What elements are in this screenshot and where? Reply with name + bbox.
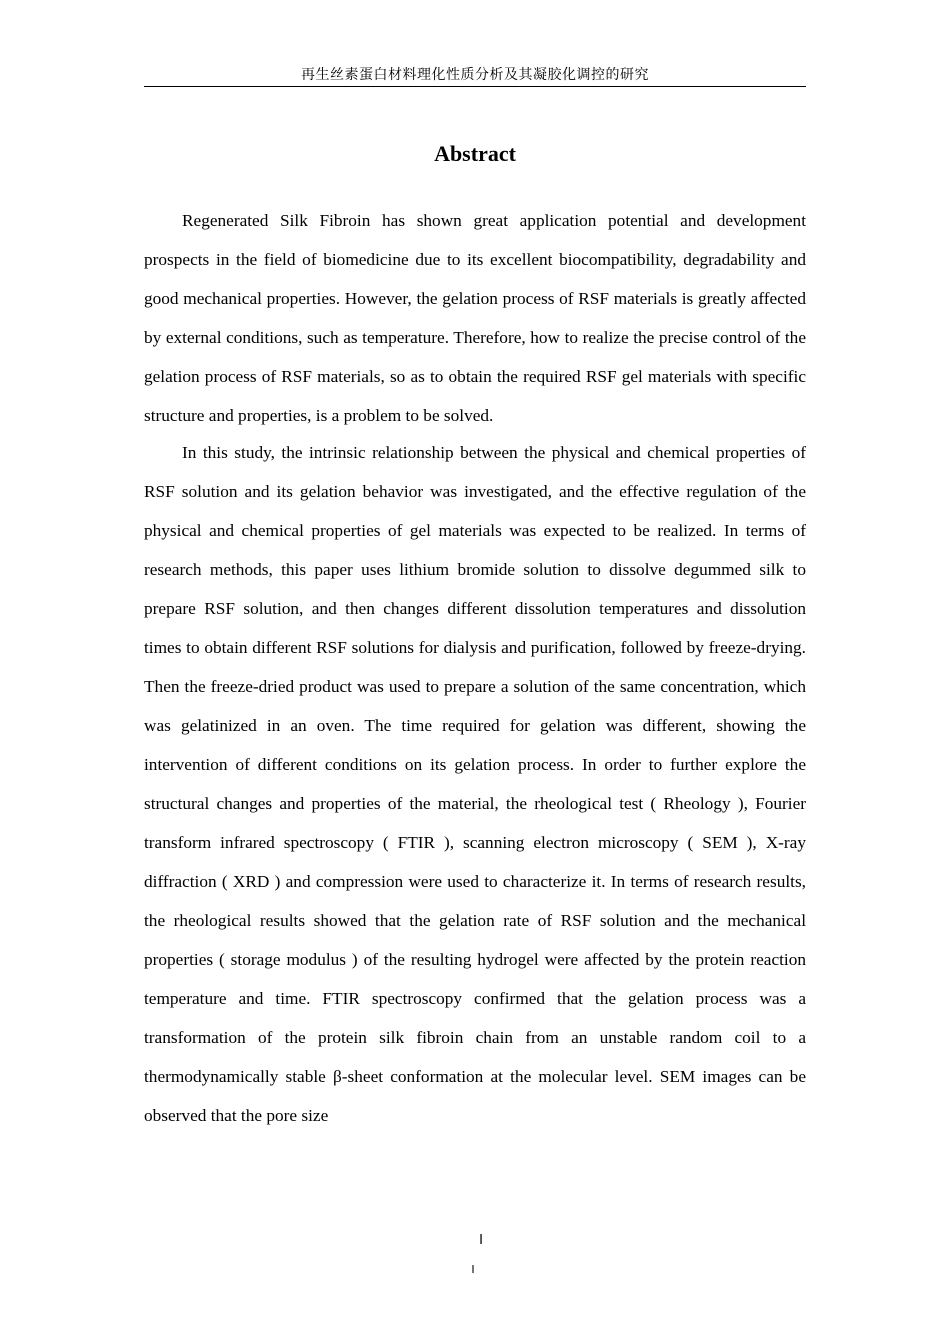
abstract-paragraph-1: Regenerated Silk Fibroin has shown great application potential and development prospects in the field of biomedicine due to its excellent biocompatibility, degradability and good mechanical properties. However, the gelation process of RSF materials is greatly affected by external conditions, such as temperature. Therefore, how to realize the precise control of the gelation process of RSF materials, so as to obtain the required RSF gel materials with specific structure and properties, is a problem to be solved. (144, 211, 806, 425)
header-rule (144, 86, 806, 87)
footer-mark: I (471, 1263, 475, 1276)
running-header: 再生丝素蛋白材料理化性质分析及其凝胶化调控的研究 (301, 68, 649, 83)
abstract-body (144, 201, 806, 1135)
abstract-title: Abstract (434, 141, 516, 166)
page-number: I (479, 1233, 483, 1248)
abstract-paragraph-2: In this study, the intrinsic relationship between the physical and chemical properties of RSF solution and its gelation behavior was investigated, and the effective regulation of the physical and chemical properties of gel materials was expected to be realized. In terms of research methods, this paper uses lithium bromide solution to dissolve degummed silk to prepare RSF solution, and then changes different dissolution temperatures and dissolution times to obtain different RSF solutions for dialysis and purification, followed by freeze-drying. Then the freeze-dried product was used to prepare a solution of the same concentration, which was gelatinized in an oven. The time required for gelation was different, showing the intervention of different conditions on its gelation process. In order to further explore the structural changes and properties of the material, the rheological test ( Rheology ), Fourier transform infrared spectroscopy ( FTIR ), scanning electron microscopy ( SEM ), X-ray diffraction ( XRD ) and compression were used to characterize it. In terms of research results, the rheological results showed that the gelation rate of RSF solution and the mechanical properties ( storage modulus ) of the resulting hydrogel were affected by the protein reaction temperature and time. FTIR spectroscopy confirmed that the gelation process was a transformation of the protein silk fibroin chain from an unstable random coil to a thermodynamically stable β-sheet conformation at the molecular level. SEM images can be observed that the pore size (144, 443, 806, 1125)
